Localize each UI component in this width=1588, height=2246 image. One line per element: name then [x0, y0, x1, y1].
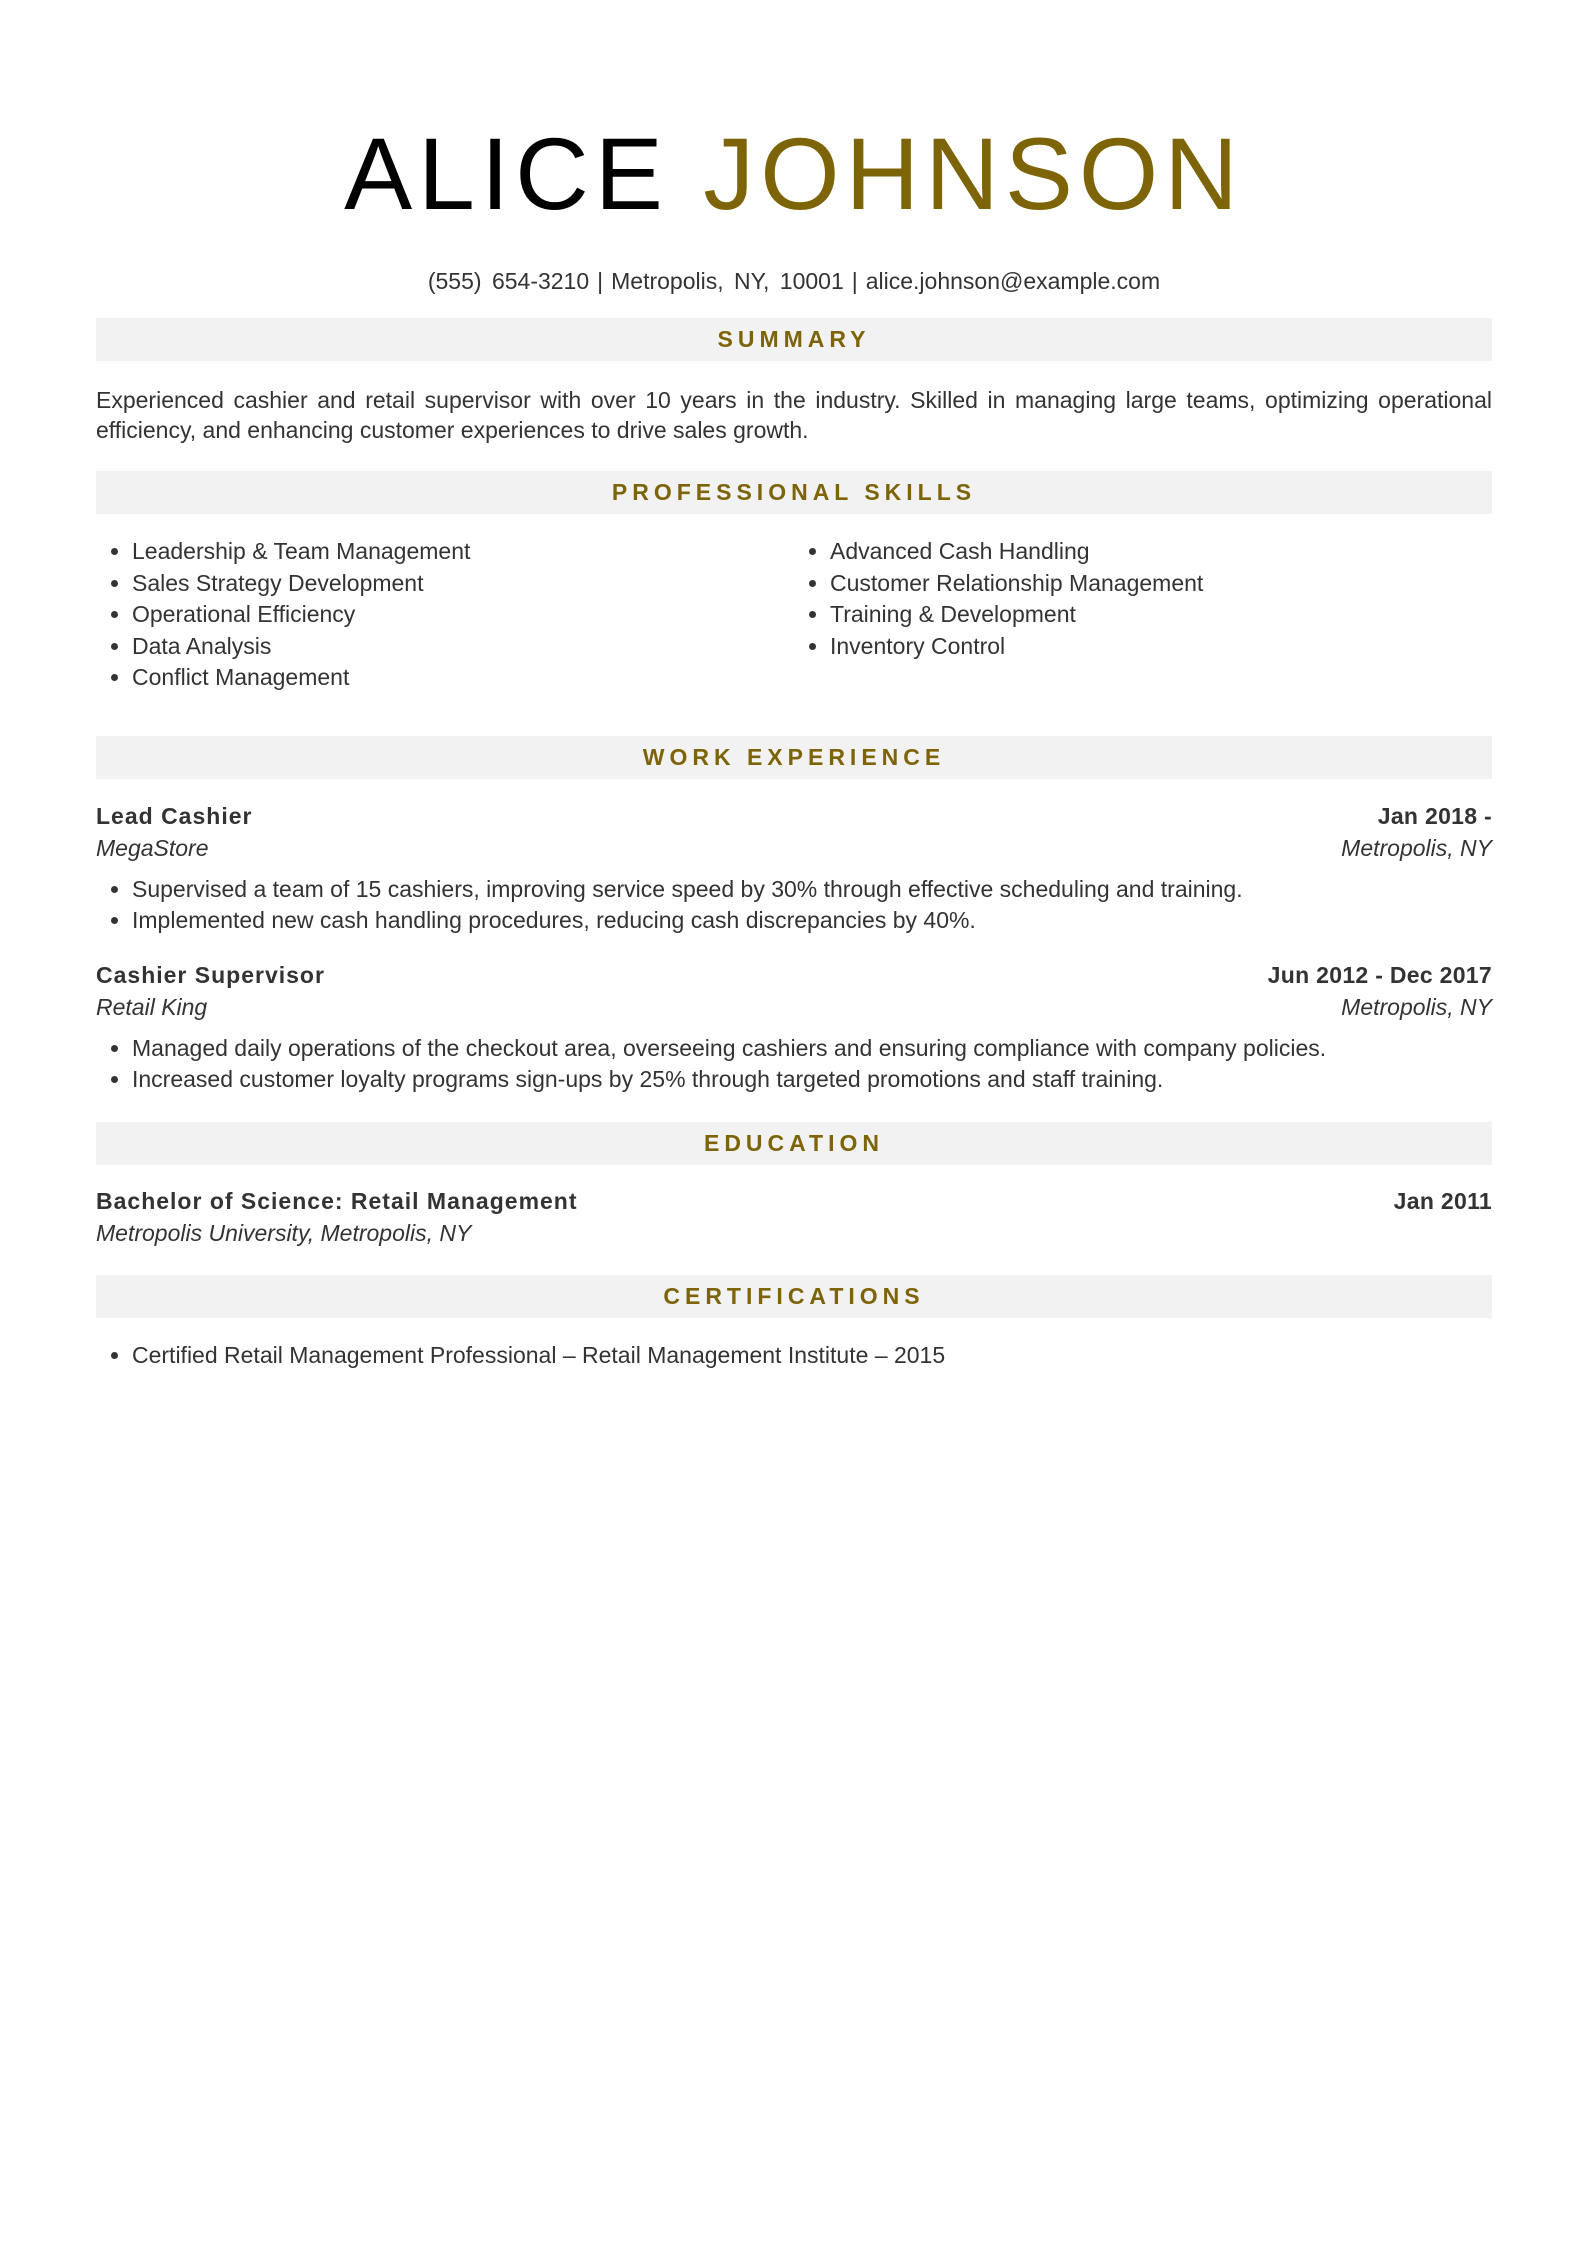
education-date: Jan 2011 — [1393, 1187, 1492, 1214]
certifications-header: CERTIFICATIONS — [96, 1275, 1492, 1318]
skills-header: PROFESSIONAL SKILLS — [96, 471, 1492, 514]
last-name: JOHNSON — [703, 117, 1244, 231]
job-title: Cashier Supervisor — [96, 961, 325, 988]
job-entry — [96, 959, 1492, 1096]
job-bullet: • Implemented new cash handling procedures, reducing cash discrepancies by 40%. — [132, 905, 1492, 937]
degree: Bachelor of Science: Retail Management — [96, 1187, 578, 1214]
separator: | — [597, 268, 604, 294]
skill-item: • Sales Strategy Development — [132, 568, 794, 600]
job-company: Retail King — [96, 993, 208, 1020]
job-location: Metropolis, NY — [1341, 834, 1492, 861]
job-bullet: • Supervised a team of 15 cashiers, improving service speed by 30% through effective scheduling and training. — [132, 874, 1492, 906]
summary-header: SUMMARY — [96, 318, 1492, 361]
certifications-list — [96, 1340, 1492, 1372]
skill-item: • Inventory Control — [830, 631, 1492, 663]
candidate-name — [96, 0, 1492, 231]
skills-list — [96, 536, 1492, 694]
contact-line — [96, 266, 1492, 296]
skill-item: • Customer Relationship Management — [830, 568, 1492, 600]
certification-item: • Certified Retail Management Professional – Retail Management Institute – 2015 — [132, 1340, 1492, 1372]
skill-item: • Data Analysis — [132, 631, 794, 663]
job-bullet: • Managed daily operations of the checkout area, overseeing cashiers and ensuring compliance with company policies. — [132, 1033, 1492, 1065]
job-company: MegaStore — [96, 834, 209, 861]
job-date: Jun 2012 - Dec 2017 — [1267, 961, 1492, 988]
first-name: ALICE — [344, 117, 669, 231]
education-entry — [96, 1185, 1492, 1249]
education-header: EDUCATION — [96, 1122, 1492, 1165]
email: alice.johnson@example.com — [865, 268, 1161, 294]
job-title: Lead Cashier — [96, 802, 253, 829]
summary-text: Experienced cashier and retail supervisor with over 10 years in the industry. Skilled in managing large teams, optimizing operational efficiency, and enhancing customer experiences to drive sales growth. — [96, 387, 1492, 443]
skill-item: • Operational Efficiency — [132, 599, 794, 631]
job-bullet: • Increased customer loyalty programs sign-ups by 25% through targeted promotions and staff training. — [132, 1064, 1492, 1096]
phone: (555) 654-3210 — [427, 268, 590, 294]
experience-header: WORK EXPERIENCE — [96, 736, 1492, 779]
location: Metropolis, NY, 10001 — [611, 268, 844, 294]
skills-column-left — [96, 536, 794, 694]
job-date: Jan 2018 - — [1377, 802, 1492, 829]
school: Metropolis University, Metropolis, NY — [96, 1219, 472, 1246]
skill-item: • Leadership & Team Management — [132, 536, 794, 568]
job-location: Metropolis, NY — [1341, 993, 1492, 1020]
job-entry — [96, 800, 1492, 937]
skill-item: • Training & Development — [830, 599, 1492, 631]
skills-column-right — [794, 536, 1492, 694]
skill-item: • Advanced Cash Handling — [830, 536, 1492, 568]
separator: | — [851, 268, 858, 294]
skill-item: • Conflict Management — [132, 662, 794, 694]
